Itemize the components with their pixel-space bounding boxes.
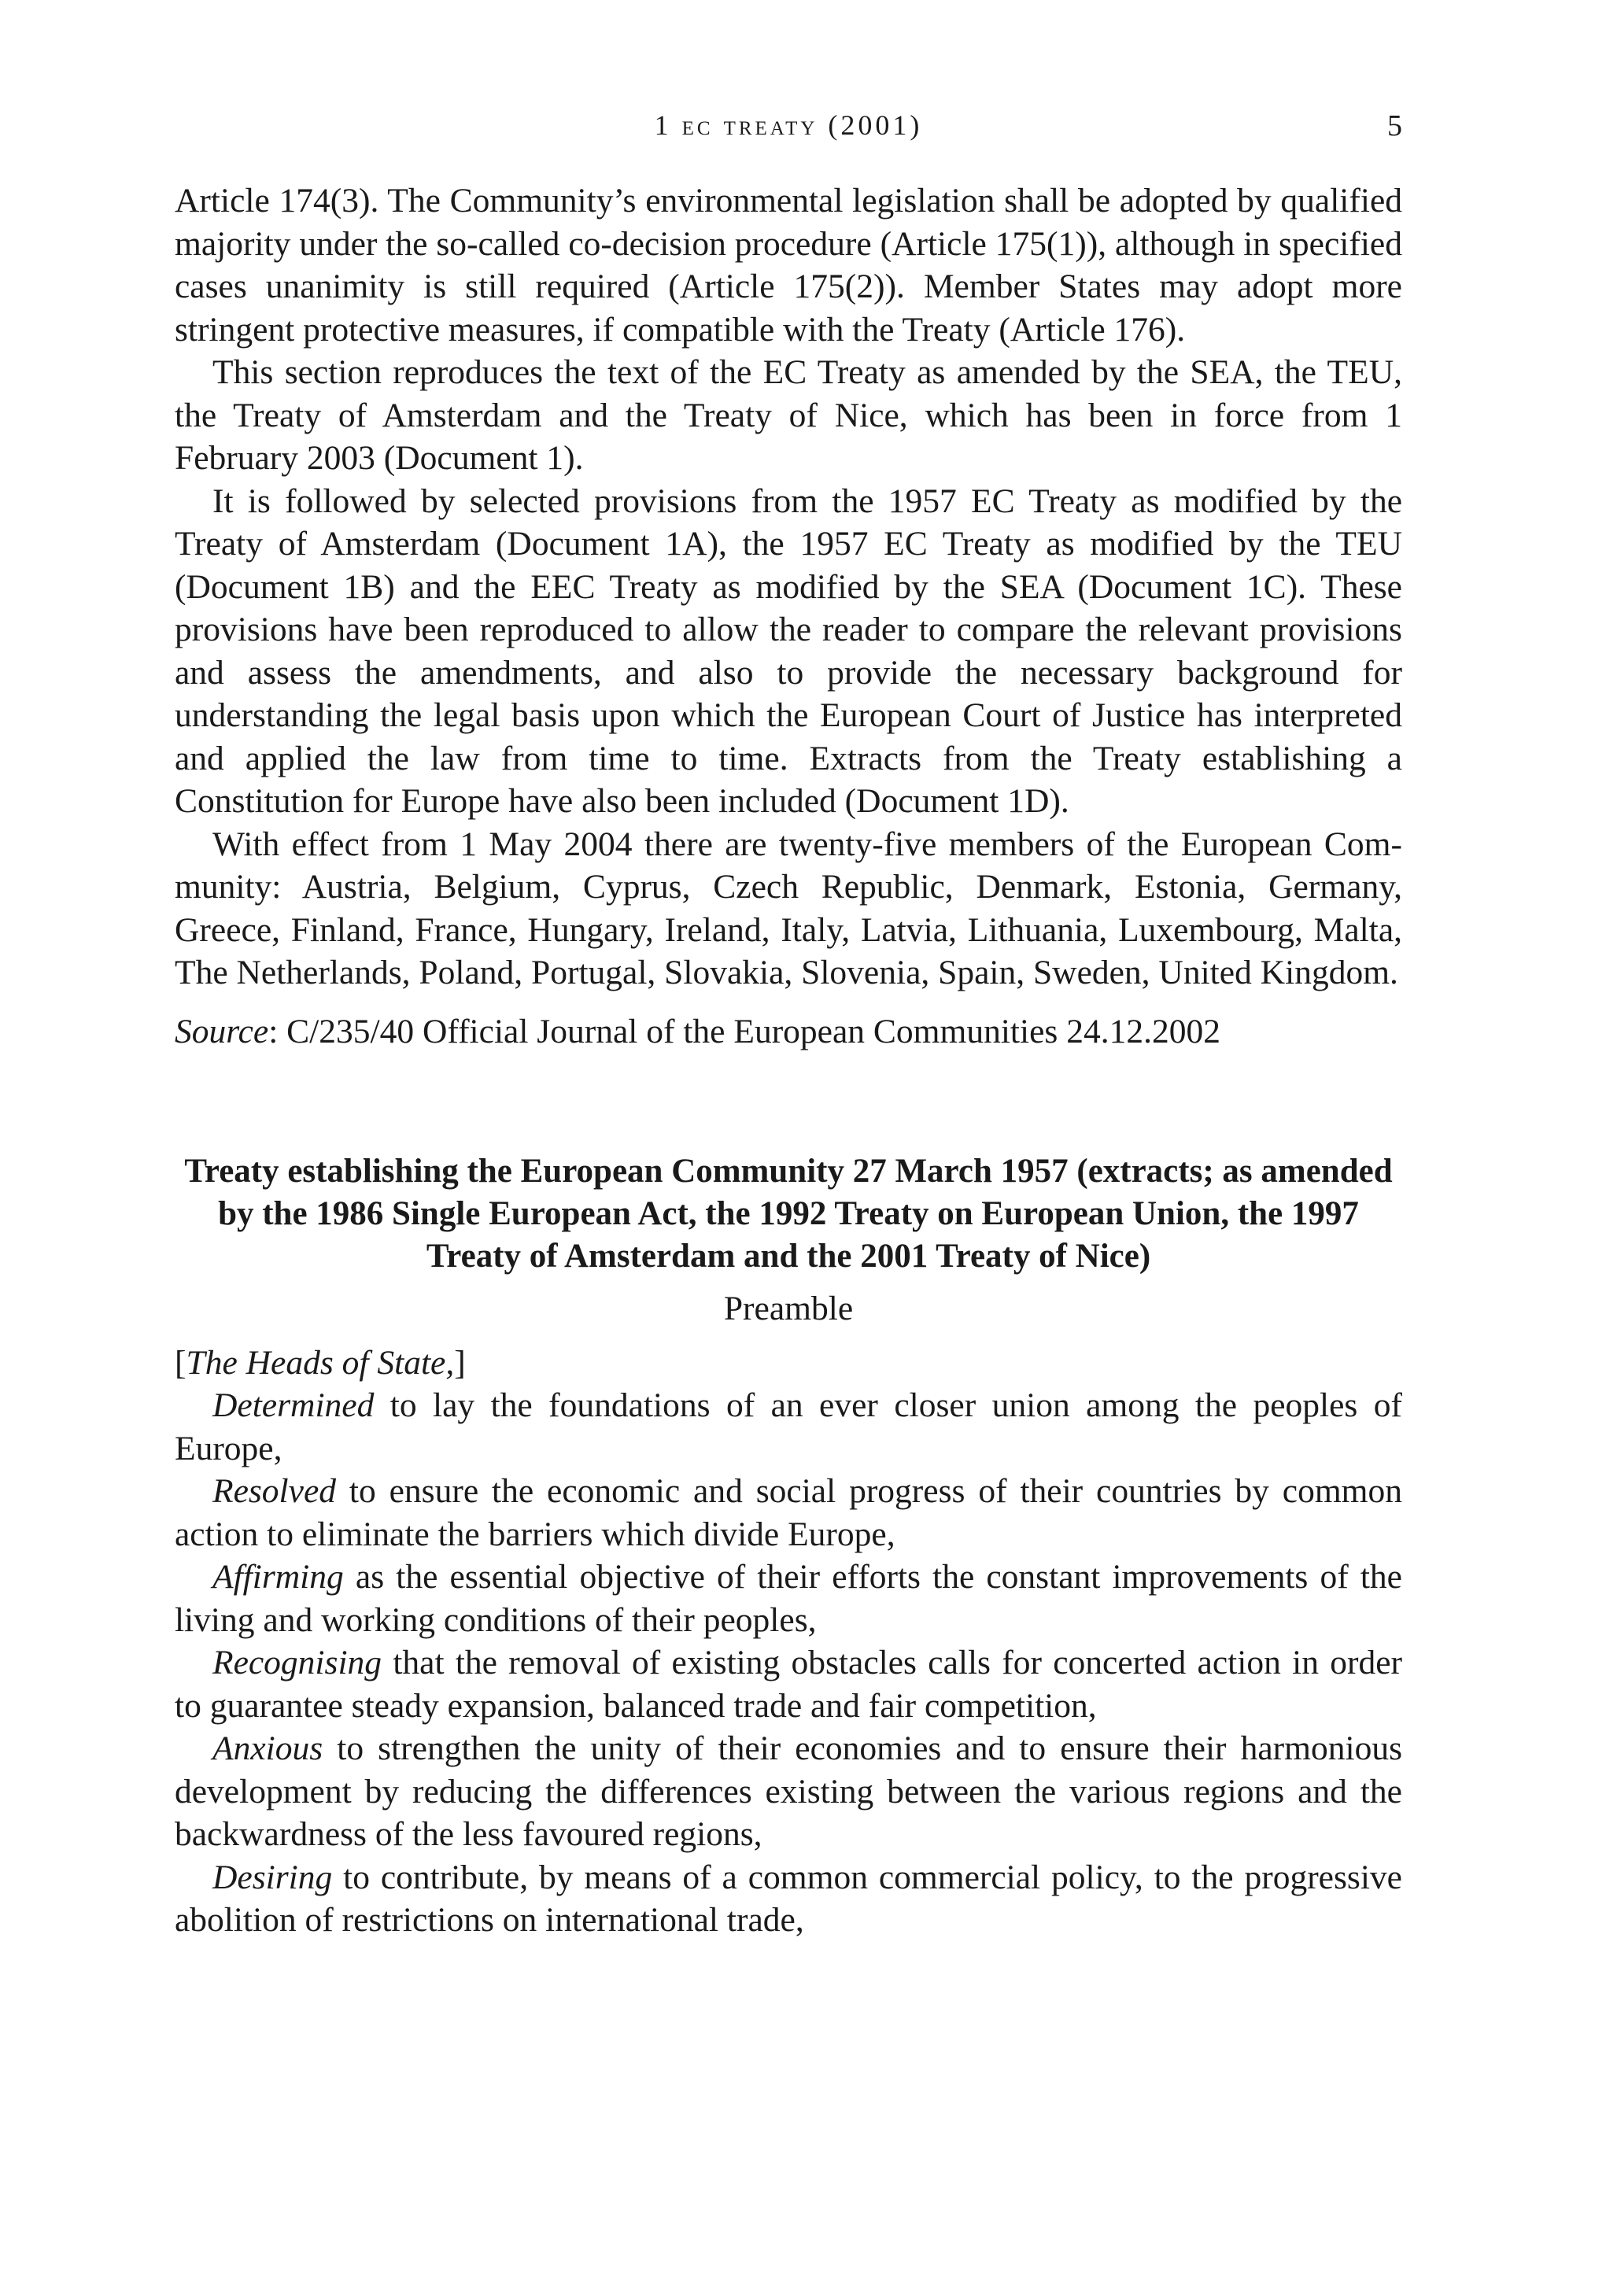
recital-text: as the essential objective of their efforts the constant improvements of the living and working conditions of their peoples, (175, 1558, 1402, 1639)
recital-lead: Recognising (212, 1644, 382, 1681)
recital-text: that the removal of existing obstacles calls for concerted action in order to guarantee steady expansion, balanced trade and fair competition, (175, 1644, 1402, 1725)
bracket-close: ] (454, 1343, 466, 1382)
section-heading: Preamble (723, 1290, 854, 1327)
recital-lead: Determined (212, 1386, 375, 1424)
document-title: Treaty establishing the European Community 27 March 1957 (extracts; as amended by the 1986 Single European Act, the 1992 Treaty on European Union, the 1997 Treaty of Amsterdam and the 2001 Treaty of Nice) (184, 1153, 1393, 1275)
recital (175, 1856, 1402, 1942)
intro-paragraph: Article 174(3). The Community’s environmental legislation shall be adopted by qualified majority under the so-called co-decision procedure (Article 175(1)), although in specified cases unanimity is still required (Article 175(2)). Member States may adopt more stringent protective measures, if compatible with the Treaty (Article 176). (175, 182, 1402, 349)
source-text: : C/235/40 Official Journal of the European Communities 24.12.2002 (268, 1012, 1220, 1050)
page-number: 5 (1387, 109, 1402, 142)
recital-lead: Desiring (212, 1858, 333, 1896)
recital (175, 1641, 1402, 1727)
recital-lead: Anxious (212, 1729, 323, 1767)
running-head (175, 109, 1402, 148)
source-label: Source (175, 1012, 269, 1050)
recital-text: to lay the foundations of an ever closer union among the peoples of Europe, (175, 1386, 1402, 1467)
recital-text: to strengthen the unity of their economies and to ensure their harmonious development by reducing the differences existing between the various regions and the backwardness of the less favoured regions, (175, 1729, 1402, 1853)
recital-lead: Affirming (212, 1558, 344, 1596)
intro-paragraph: It is followed by selected provisions from the 1957 EC Treaty as modified by the Treaty of Amsterdam (Document 1A), the 1957 EC Treaty as modified by the TEU (Document 1B) and the EEC Treaty as modified by the SEA (Document 1C). These provisions have been reproduced to allow the reader to compare the relevant provisions and assess the amendments, and also to provide the necessary background for understanding the legal basis upon which the European Court of Justice has interpreted and applied the law from time to time. Extracts from the Treaty establishing a Constitution for Europe have also been included (Document 1D). (175, 482, 1402, 820)
running-title: 1 ec treaty (2001) (654, 109, 923, 141)
bracket-open: [ (175, 1343, 186, 1382)
recital (175, 1384, 1402, 1470)
source-line (175, 1010, 1402, 1054)
heads-of-state-line (175, 1342, 1402, 1385)
recital-text: to contribute, by means of a common commercial policy, to the progressive abolition of restrictions on international trade, (175, 1858, 1402, 1939)
recital-lead: Resolved (212, 1472, 337, 1510)
recital (175, 1727, 1402, 1856)
recital (175, 1470, 1402, 1556)
recital-text: to ensure the economic and social progress of their countries by common action to eliminate the barriers which divide Europe, (175, 1472, 1402, 1553)
body-text (175, 179, 1402, 1942)
intro-paragraph: With effect from 1 May 2004 there are twenty-five members of the European Community: Austria, Belgium, Cyprus, Czech Republic, Denmark, Estonia, Germany, Greece, Finland, France, Hungary, Ireland, Italy, Latvia, Lithuania, Luxembourg, Malta, The Netherlands, Poland, Portugal, Slovakia, Slovenia, Spain, Sweden, United Kingdom. (175, 825, 1402, 991)
heads-of-state: The Heads of State, (186, 1343, 455, 1382)
intro-paragraph: This section reproduces the text of the EC Treaty as amended by the SEA, the TEU, the Treaty of Amsterdam and the Treaty of Nice, which has been in force from 1 February 2003 (Document 1). (175, 353, 1402, 477)
recital (175, 1556, 1402, 1641)
